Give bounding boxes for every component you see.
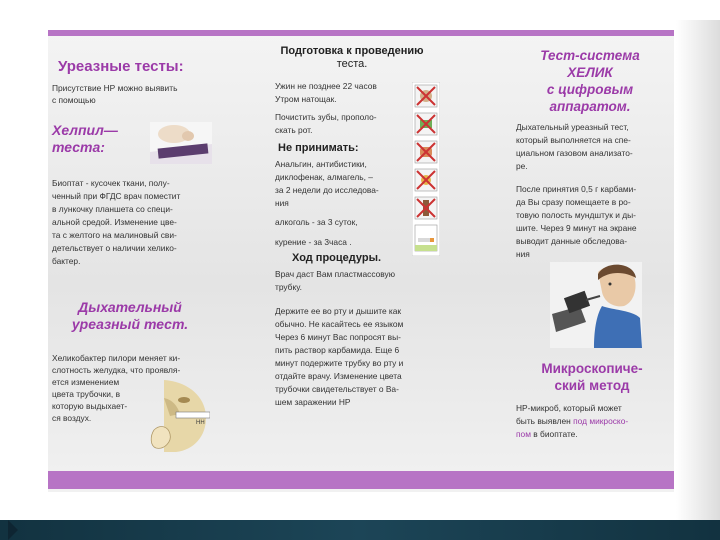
breath-line-1: Хеликобактер пилори меняет ки- (52, 353, 181, 363)
prep-title-1: Подготовка к проведению (280, 45, 424, 57)
microscopy-title-2: ский метод (554, 378, 630, 393)
microscopy-line-2-text: быть выявлен (516, 416, 574, 426)
procedure-line-7: трубочки свидетельствует о Ва- (275, 384, 399, 394)
after-line-2: да Вы сразу помещаете в ро- (516, 197, 631, 207)
helik-line-1: Дыхательный уреазный тест, (516, 122, 629, 132)
not-take-line-3: за 2 недели до исследова- (275, 185, 379, 195)
procedure-title: Ход процедуры. (292, 252, 382, 264)
not-take-line-1: Анальгин, антибистики, (275, 159, 367, 169)
boy-breath-test-photo (550, 262, 642, 348)
procedure-line-5: минут подержите трубку во рту и (275, 358, 404, 368)
microscopy-line-2 (516, 415, 628, 427)
not-take-title: Не принимать: (278, 142, 359, 154)
top-accent-bar (48, 30, 674, 36)
not-take-line-2: диклофенак, алмагель, – (275, 172, 373, 182)
biopsy-line-6: детельствует о наличии хелико- (52, 243, 177, 253)
no-toothpaste-icon (415, 113, 437, 135)
microscopy-line-2-highlight: под микроско- (573, 416, 629, 426)
helpil-title-1: Хелпил— (52, 122, 118, 138)
prep-line-4: скать рот. (275, 125, 313, 135)
procedure-line-6: отдайте врачу. Изменение цвета (275, 371, 402, 381)
prohibition-icons-strip (412, 82, 440, 256)
procedure-intro-2: трубку. (275, 282, 302, 292)
no-food-icon (415, 85, 437, 107)
breath-test-title-1: Дыхательный (78, 299, 182, 315)
after-line-1: После принятия 0,5 г карбами- (516, 184, 637, 194)
bottom-accent-bar (48, 471, 674, 489)
breath-line-5: которую выдыхает- (52, 401, 128, 411)
procedure-line-8: шем заражении НР (275, 397, 351, 407)
intro-line-1: Присутствие НР можно выявить (52, 83, 178, 93)
not-take-line-4: ния (275, 198, 289, 208)
biopsy-line-3: в лункочку планшета со специ- (52, 204, 173, 214)
breath-line-3: ется изменением (52, 377, 120, 387)
microscopy-line-1: НР-микроб, который может (516, 403, 622, 413)
breath-line-4: цвета трубочки, в (52, 389, 121, 399)
helik-line-2: который выполняется на спе- (516, 135, 631, 145)
procedure-line-4: пить раствор карбамида. Еще 6 (275, 345, 400, 355)
procedure-intro-1: Врач даст Вам пластмассовую (275, 269, 396, 279)
after-line-4: шите. Через 9 минут на экране (516, 223, 637, 233)
after-line-6: ния (516, 249, 530, 259)
page-shadow (676, 20, 720, 520)
not-take-line-6: курение - за 3часа . (275, 237, 352, 247)
no-pills-icon (415, 169, 437, 191)
urease-tests-title: Уреазные тесты: (58, 58, 184, 75)
helik-line-4: ре. (516, 161, 528, 171)
procedure-line-1: Держите ее во рту и дышите как (275, 306, 402, 316)
microscopy-line-3-text: в биоптате. (530, 429, 578, 439)
after-line-3: товую полость мундштук и ды- (516, 210, 636, 220)
intro-line-2: с помощью (52, 95, 96, 105)
prep-line-1: Ужин не позднее 22 часов (275, 81, 377, 91)
after-line-5: выводит данные обследова- (516, 236, 628, 246)
helik-title-3: с цифровым (546, 82, 634, 97)
helik-title-4: аппаратом. (549, 99, 631, 114)
helpil-test-image (150, 122, 212, 164)
no-pills-icon (415, 141, 437, 163)
svg-text:HH: HH (196, 420, 205, 426)
microscopy-title-1: Микроскопиче- (541, 361, 643, 376)
breath-line-2: слотность желудка, что проявля- (52, 365, 181, 375)
biopsy-line-7: бактер. (52, 256, 81, 266)
helpil-title-2: теста: (52, 139, 105, 155)
procedure-line-3: Через 6 минут Вас попросят вы- (275, 332, 401, 342)
biopsy-line-5: та с желтого на малиновый сви- (52, 230, 177, 240)
prep-title-2: теста. (336, 58, 368, 70)
not-take-line-5: алкоголь - за 3 суток, (275, 217, 358, 227)
helik-line-3: циальном газовом анализато- (516, 148, 633, 158)
no-smoking-icon (415, 225, 437, 251)
biopsy-line-4: альной средой. Изменение цве- (52, 217, 177, 227)
footer-band (0, 520, 720, 540)
prep-line-3: Почистить зубы, прополо- (275, 112, 377, 122)
breath-line-6: ся воздух. (52, 413, 92, 423)
biopsy-line-2: ченный при ФГДС врач поместит (52, 191, 181, 201)
no-alcohol-icon (415, 197, 437, 219)
helik-title-2: ХЕЛИК (567, 65, 613, 80)
breath-test-illustration (150, 380, 210, 452)
prep-line-2: Утром натощак. (275, 94, 337, 104)
microscopy-line-3 (516, 428, 578, 440)
biopsy-line-1: Биоптат - кусочек ткани, полу- (52, 178, 170, 188)
microscopy-line-3-highlight: пом (516, 429, 531, 439)
breath-test-title-2: уреазный тест. (71, 316, 189, 332)
helik-title-1: Тест-система (540, 48, 640, 63)
procedure-line-2: обычно. Не касайтесь ее языком (275, 319, 404, 329)
footer-arrow-icon (8, 520, 18, 540)
